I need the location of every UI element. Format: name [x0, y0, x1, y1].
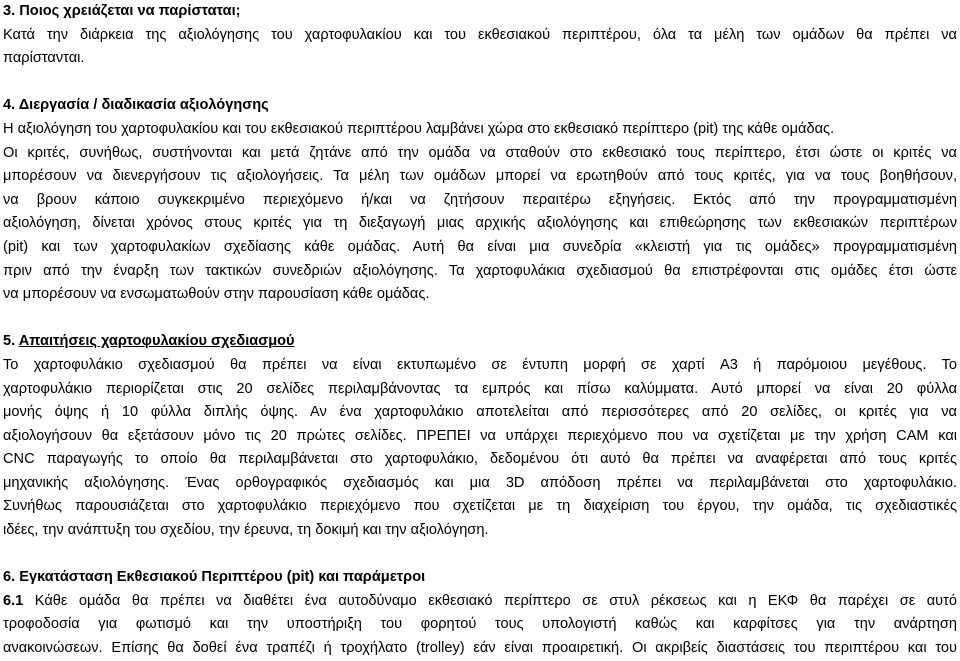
paragraph-line: να βρουν κάποιο συγκεκριμένο περιεχόμενο ή/και να ζητήσουν περαιτέρω εξηγήσεις. Εκτός από την προγραμματισμένη: [3, 191, 957, 208]
paragraph-line: Η αξιολόγηση του χαρτοφυλακίου και του εκθεσιακού περιπτέρου λαμβάνει χώρα στο εκθεσιακό περίπτερο (pit) της κάθε ομάδας.: [3, 120, 835, 137]
paragraph-gap: [3, 307, 957, 331]
paragraph-line: τροφοδοσία για φωτισμό και την υποστήριξη του φορητού τους υπολογιστή καθώς και καρφίτσες για την ανάρτηση: [3, 616, 957, 633]
paragraph-text: Κάθε ομάδα θα πρέπει να διαθέτει ένα αυτοδύναμο εκθεσιακό περίπτερο σε στυλ ρέκσεως και η ΕΚΦ θα παρέχει σε αυτό: [23, 592, 957, 609]
section-5-title: Απαιτήσεις χαρτοφυλακίου σχεδιασμού: [18, 333, 295, 350]
paragraph-line: αξιολογήσουν θα εξετάσουν μόνο τις 20 πρώτες σελίδες. ΠΡΕΠΕΙ να υπάρχει περιεχόμενο που να σχετίζεται με την χρήση CAM και: [3, 427, 957, 444]
section-6-heading: [3, 566, 957, 590]
section-6-title: Εγκατάσταση Εκθεσιακού Περιπτέρου (pit) και παράμετροι: [19, 569, 426, 586]
paragraph-line: παρίστανται.: [3, 50, 85, 67]
section-3-heading: [3, 0, 957, 24]
paragraph-line: να μπορέσουν να ενσωματωθούν στην παρουσίαση κάθε ομάδας.: [3, 286, 430, 303]
paragraph-line: [3, 590, 957, 614]
section-5-number: 5.: [3, 333, 16, 350]
section-5-heading: [3, 330, 957, 354]
paragraph-line: μηχανικής αξιολόγησης. Ένας ορθογραφικός σχεδιασμός και μια 3D απόδοση πρέπει να περιλαμβάνεται στο χαρτοφυλάκιο.: [3, 474, 957, 491]
paragraph-line: αξιολόγηση, δίνεται χρόνος στους κριτές για τη διεξαγωγή μιας αρχικής αξιολόγησης και επιθεώρησης των εκθεσιακών περιπτέρων: [3, 215, 957, 232]
paragraph-line: ανακοινώσεων. Επίσης θα δοθεί ένα τραπέζι ή τροχήλατο (trolley) εάν είναι προαιρετική. Οι ακριβείς διαστάσεις του περιπτέρου και του: [3, 640, 957, 657]
section-3-title: Ποιος χρειάζεται να παρίσταται;: [19, 3, 241, 19]
section-6-number: 6.: [3, 569, 16, 586]
paragraph-line: Συνήθως παρουσιάζεται στο χαρτοφυλάκιο περιεχόμενο που σχετίζεται με τη διαχείριση του έργου, την ομάδα, τις σχεδιαστικές: [3, 498, 957, 515]
paragraph-line: πριν από την έναρξη των τακτικών συνεδριών αξιολόγησης. Τα χαρτοφυλάκια σχεδιασμού θα επιστρέφονται στις ομάδες έτσι ώστε: [3, 262, 957, 279]
paragraph-line: μπορέσουν να διενεργήσουν τις αξιολογήσεις. Τα μέλη των ομάδων μπορεί να ερωτηθούν από τους κριτές, για να τους βοηθήσουν,: [3, 168, 957, 185]
subsection-number: 6.1: [3, 592, 24, 609]
paragraph-gap: [3, 543, 957, 567]
section-4-number: 4.: [3, 97, 16, 114]
paragraph-line: CNC παραγωγής το οποίο θα περιλαμβάνεται στο χαρτοφυλάκιο, δεδομένου ότι αυτό θα πρέπει να αναφέρεται από τους κριτές: [3, 451, 957, 468]
paragraph-line: Το χαρτοφυλάκιο σχεδιασμού θα πρέπει να είναι εκτυπωμένο σε έντυπη μορφή σε χαρτί A3 ή παρόμοιου μεγέθους. Το: [3, 356, 957, 373]
section-3-number: 3.: [3, 3, 16, 19]
paragraph-gap: [3, 71, 957, 95]
section-4-heading: [3, 94, 957, 118]
paragraph-line: χαρτοφυλάκιο περιορίζεται στις 20 σελίδες περιλαμβάνοντας τα εμπρός και πίσω καλύμματα. Αυτό μπορεί να είναι 20 φύλλα: [3, 380, 957, 397]
document-body: [3, 0, 957, 661]
paragraph-line: Κατά την διάρκεια της αξιολόγησης του χαρτοφυλακίου και του εκθεσιακού περιπτέρου, όλα τα μέλη των ομάδων θα πρέπει να: [3, 26, 957, 43]
paragraph-line: μονής όψης ή 10 φύλλα διπλής όψης. Αν ένα χαρτοφυλάκιο αποτελείται από περισσότερες από 20 σελίδες, οι κριτές για να: [3, 404, 957, 421]
paragraph-line: ιδέες, την ανάπτυξη του σχεδίου, την έρευνα, τη δοκιμή και την αξιολόγηση.: [3, 522, 489, 539]
paragraph-line: (pit) και των χαρτοφυλακίων σχεδίασης κάθε ομάδας. Αυτή θα είναι μια συνεδρία «κλειστή για τις ομάδες» προγραμματισμένη: [3, 238, 957, 255]
section-4-title: Διεργασία / διαδικασία αξιολόγησης: [18, 97, 269, 114]
paragraph-line: Οι κριτές, συνήθως, συστήνονται και μετά ζητάνε από την ομάδα να σταθούν στο εκθεσιακό τους περίπτερο, έτσι ώστε οι κριτές να: [3, 144, 957, 161]
